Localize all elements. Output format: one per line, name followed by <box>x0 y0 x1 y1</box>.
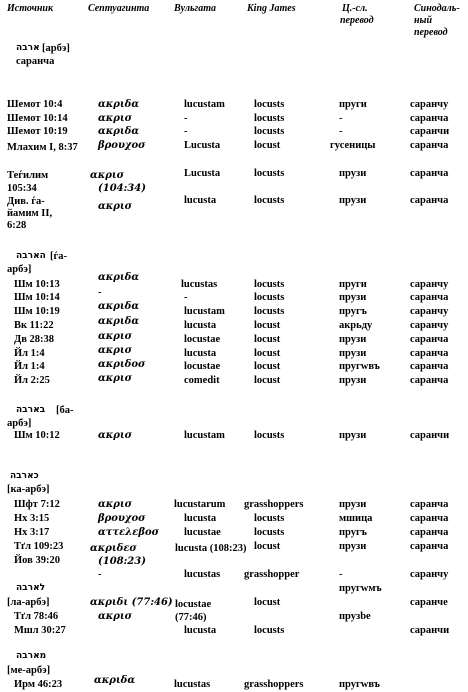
cell-csl: мшица <box>339 513 373 524</box>
cell-kjv: locusts <box>254 113 285 124</box>
cell-lxx: ακριδα <box>98 272 140 283</box>
cell-lxx: ακρισ <box>98 430 133 441</box>
cell-synod: саранча <box>410 348 449 359</box>
cell-source: Дв 28:38 <box>14 334 55 345</box>
cell-lxx: ακριδοσ <box>98 359 146 370</box>
cell-kjv: locust <box>254 361 281 372</box>
cell-csl: прузи <box>339 334 367 345</box>
cell-lxx: ακριδα <box>94 675 136 686</box>
cell-vulgate: locustae <box>184 334 221 345</box>
cell-csl: прузи <box>339 195 367 206</box>
cell-source: Ирм 46:23 <box>14 679 63 690</box>
cell-source: Шм 10:13 <box>14 279 60 290</box>
cell-source: Йов 39:20 <box>14 555 60 566</box>
cell-kjv: locusts <box>254 195 285 206</box>
section-bracket: [ме-арбэ] <box>7 665 51 676</box>
cell-lxx: βρουχοσ <box>98 513 146 524</box>
cell-vulgate: - <box>184 113 188 124</box>
cell-synod: саранчу <box>410 99 449 110</box>
header-synod-1: Синодаль- <box>414 3 460 14</box>
cell-source: Мшл 30:27 <box>14 625 66 636</box>
cell-synod: саранча <box>410 375 449 386</box>
section-bracket-2: арбэ] <box>7 264 32 275</box>
cell-lxx: ακριδα <box>98 316 140 327</box>
cell-kjv: locust <box>254 140 281 151</box>
cell-source: Шемот 10:19 <box>7 126 68 137</box>
cell-lxx: ακρισ <box>98 345 133 356</box>
cell-csl: пругwмъ <box>339 583 382 594</box>
cell-source: Нх 3:17 <box>14 527 50 538</box>
cell-synod: саранча <box>410 527 449 538</box>
cell-lxx: ακριδα <box>98 99 140 110</box>
cell-vulgate: - <box>184 126 188 137</box>
cell-synod: саранча <box>410 140 449 151</box>
header-csl-2: перевод <box>340 15 374 26</box>
cell-kjv: locusts <box>254 527 285 538</box>
cell-vulgate: lucustas <box>174 679 211 690</box>
cell-kjv: locusts <box>254 99 285 110</box>
header-lxx: Септуагинта <box>88 3 150 14</box>
section-bracket: [ба- <box>56 405 74 416</box>
section-hebrew: מארבה <box>16 651 47 661</box>
cell-synod: саранча <box>410 168 449 179</box>
cell-kjv: locusts <box>254 625 285 636</box>
section-hebrew: ארבה <box>16 43 40 53</box>
header-vulgate: Вульгата <box>174 3 217 14</box>
cell-vulgate: lucusta <box>184 348 217 359</box>
cell-lxx: - <box>98 287 102 298</box>
cell-vulgate: lucustam <box>184 99 225 110</box>
cell-vulgate: lucusta <box>184 625 217 636</box>
cell-csl: пругwвъ <box>339 679 380 690</box>
cell-vulgate: Lucusta <box>184 140 221 151</box>
cell-source: Шм 10:14 <box>14 292 60 303</box>
cell-vulgate: lucustae <box>184 527 221 538</box>
cell-vulgate: lucustas <box>181 279 218 290</box>
cell-vulgate: lucusta <box>184 320 217 331</box>
cell-synod: саранче <box>410 597 448 608</box>
cell-source: Тґл 109:23 <box>14 541 64 552</box>
cell-source: Див. ѓа-йамим II, 6:28 <box>7 196 53 231</box>
cell-vulgate: lucusta <box>184 195 217 206</box>
cell-csl: пруги <box>339 279 367 290</box>
cell-vulgate: lucusta (108:23) <box>175 543 247 554</box>
cell-synod: саранча <box>410 292 449 303</box>
cell-synod: саранчи <box>410 430 450 441</box>
cell-vulgate: locustae (77:46) <box>175 599 212 623</box>
header-kjv: King James <box>247 3 296 14</box>
cell-vulgate: lucustam <box>184 306 225 317</box>
cell-vulgate: - <box>184 292 188 303</box>
cell-kjv: locusts <box>254 292 285 303</box>
cell-kjv: grasshoppers <box>244 499 304 510</box>
cell-vulgate: Lucusta <box>184 168 221 179</box>
cell-vulgate: lucustas <box>184 569 221 580</box>
cell-source: Вк 11:22 <box>14 320 54 331</box>
section-bracket-2: арбэ] <box>7 418 32 429</box>
cell-csl: - <box>339 113 343 124</box>
cell-source: Йл 2:25 <box>14 375 50 386</box>
cell-vulgate: lucustarum <box>174 499 226 510</box>
cell-lxx: ακρισ (104:34) <box>90 170 146 194</box>
cell-synod: саранча <box>410 334 449 345</box>
cell-lxx: ακριδα <box>98 301 140 312</box>
cell-source: Шм 10:12 <box>14 430 60 441</box>
cell-kjv: locust <box>254 320 281 331</box>
cell-csl: прузи <box>339 375 367 386</box>
cell-kjv: locusts <box>254 306 285 317</box>
section-hebrew: הארבה <box>16 251 46 261</box>
cell-vulgate: lucusta <box>184 513 217 524</box>
cell-lxx: ακριδεσ (108:23) <box>90 543 146 567</box>
cell-synod: саранча <box>410 499 449 510</box>
cell-csl: прузи <box>339 168 367 179</box>
cell-kjv: grasshopper <box>244 569 300 580</box>
cell-source: Млахим I, 8:37 <box>7 142 78 153</box>
section-hebrew: בארבה <box>16 405 46 415</box>
header-synod-2: ный <box>414 15 433 26</box>
cell-csl: - <box>339 569 343 580</box>
cell-lxx: - <box>98 569 102 580</box>
section-bracket: [ка-арбэ] <box>7 484 50 495</box>
section-bracket: [ѓа- <box>50 251 68 262</box>
cell-csl: прузи <box>339 292 367 303</box>
cell-synod: саранча <box>410 195 449 206</box>
header-source: Источник <box>7 3 54 14</box>
cell-kjv: locusts <box>254 279 285 290</box>
cell-kjv: locusts <box>254 168 285 179</box>
header-csl-1: Ц.-сл. <box>342 3 368 14</box>
cell-kjv: locust <box>254 597 281 608</box>
cell-vulgate: locustae <box>184 361 221 372</box>
cell-lxx: ακρισ <box>98 331 133 342</box>
cell-source: Тґл 78:46 <box>14 611 59 622</box>
cell-csl: прузи <box>339 499 367 510</box>
cell-source: Шемот 10:14 <box>7 113 68 124</box>
cell-kjv: locusts <box>254 513 285 524</box>
section-bracket: [арбэ] <box>42 43 70 54</box>
cell-csl: пругъ <box>339 306 367 317</box>
cell-csl: пругwвъ <box>339 361 380 372</box>
cell-csl: - <box>339 126 343 137</box>
cell-kjv: locust <box>254 375 281 386</box>
cell-vulgate: lucustam <box>184 430 225 441</box>
cell-csl: пругъ <box>339 527 367 538</box>
cell-synod: саранчу <box>410 320 449 331</box>
cell-csl: акрьду <box>339 320 373 331</box>
cell-kjv: locust <box>254 348 281 359</box>
cell-synod: саранчу <box>410 279 449 290</box>
cell-kjv: locust <box>254 541 281 552</box>
section-gloss: саранча <box>16 56 55 67</box>
cell-synod: саранча <box>410 541 449 552</box>
cell-csl: прузи <box>339 430 367 441</box>
cell-lxx: βρουχοσ <box>98 140 146 151</box>
section-hebrew: כארבה <box>10 471 39 481</box>
cell-csl: пруги <box>339 99 367 110</box>
section-bracket: [ла-арбэ] <box>7 597 50 608</box>
cell-lxx: αττελεβοσ <box>98 527 160 538</box>
cell-lxx: ακριδι (77:46) <box>90 597 173 608</box>
cell-csl: гусеницы <box>330 140 376 151</box>
cell-csl: прузи <box>339 541 367 552</box>
header-synod-3: перевод <box>414 27 448 38</box>
cell-synod: саранчи <box>410 625 450 636</box>
cell-lxx: ακρισ <box>98 201 133 212</box>
cell-csl: прузbе <box>339 611 371 622</box>
cell-csl: прузи <box>339 348 367 359</box>
section-hebrew: לארבה <box>16 583 46 593</box>
cell-source: Теѓилим 105:34 <box>7 170 49 194</box>
cell-source: Шфт 7:12 <box>14 499 60 510</box>
cell-kjv: grasshoppers <box>244 679 304 690</box>
cell-kjv: locust <box>254 334 281 345</box>
cell-source: Йл 1:4 <box>14 361 45 372</box>
cell-vulgate: comedit <box>184 375 220 386</box>
cell-synod: саранчу <box>410 306 449 317</box>
cell-synod: саранчу <box>410 569 449 580</box>
cell-synod: саранча <box>410 361 449 372</box>
cell-lxx: ακριδα <box>98 126 140 137</box>
cell-source: Шм 10:19 <box>14 306 60 317</box>
cell-synod: саранча <box>410 113 449 124</box>
cell-source: Шемот 10:4 <box>7 99 63 110</box>
cell-lxx: ακρισ <box>98 499 133 510</box>
cell-lxx: ακρισ <box>98 373 133 384</box>
cell-lxx: ακρισ <box>98 113 133 124</box>
cell-kjv: locusts <box>254 430 285 441</box>
cell-synod: саранчи <box>410 126 450 137</box>
cell-kjv: locusts <box>254 126 285 137</box>
cell-source: Йл 1:4 <box>14 348 45 359</box>
cell-source: Нх 3:15 <box>14 513 50 524</box>
cell-synod: саранча <box>410 513 449 524</box>
cell-lxx: ακρισ <box>98 611 133 622</box>
